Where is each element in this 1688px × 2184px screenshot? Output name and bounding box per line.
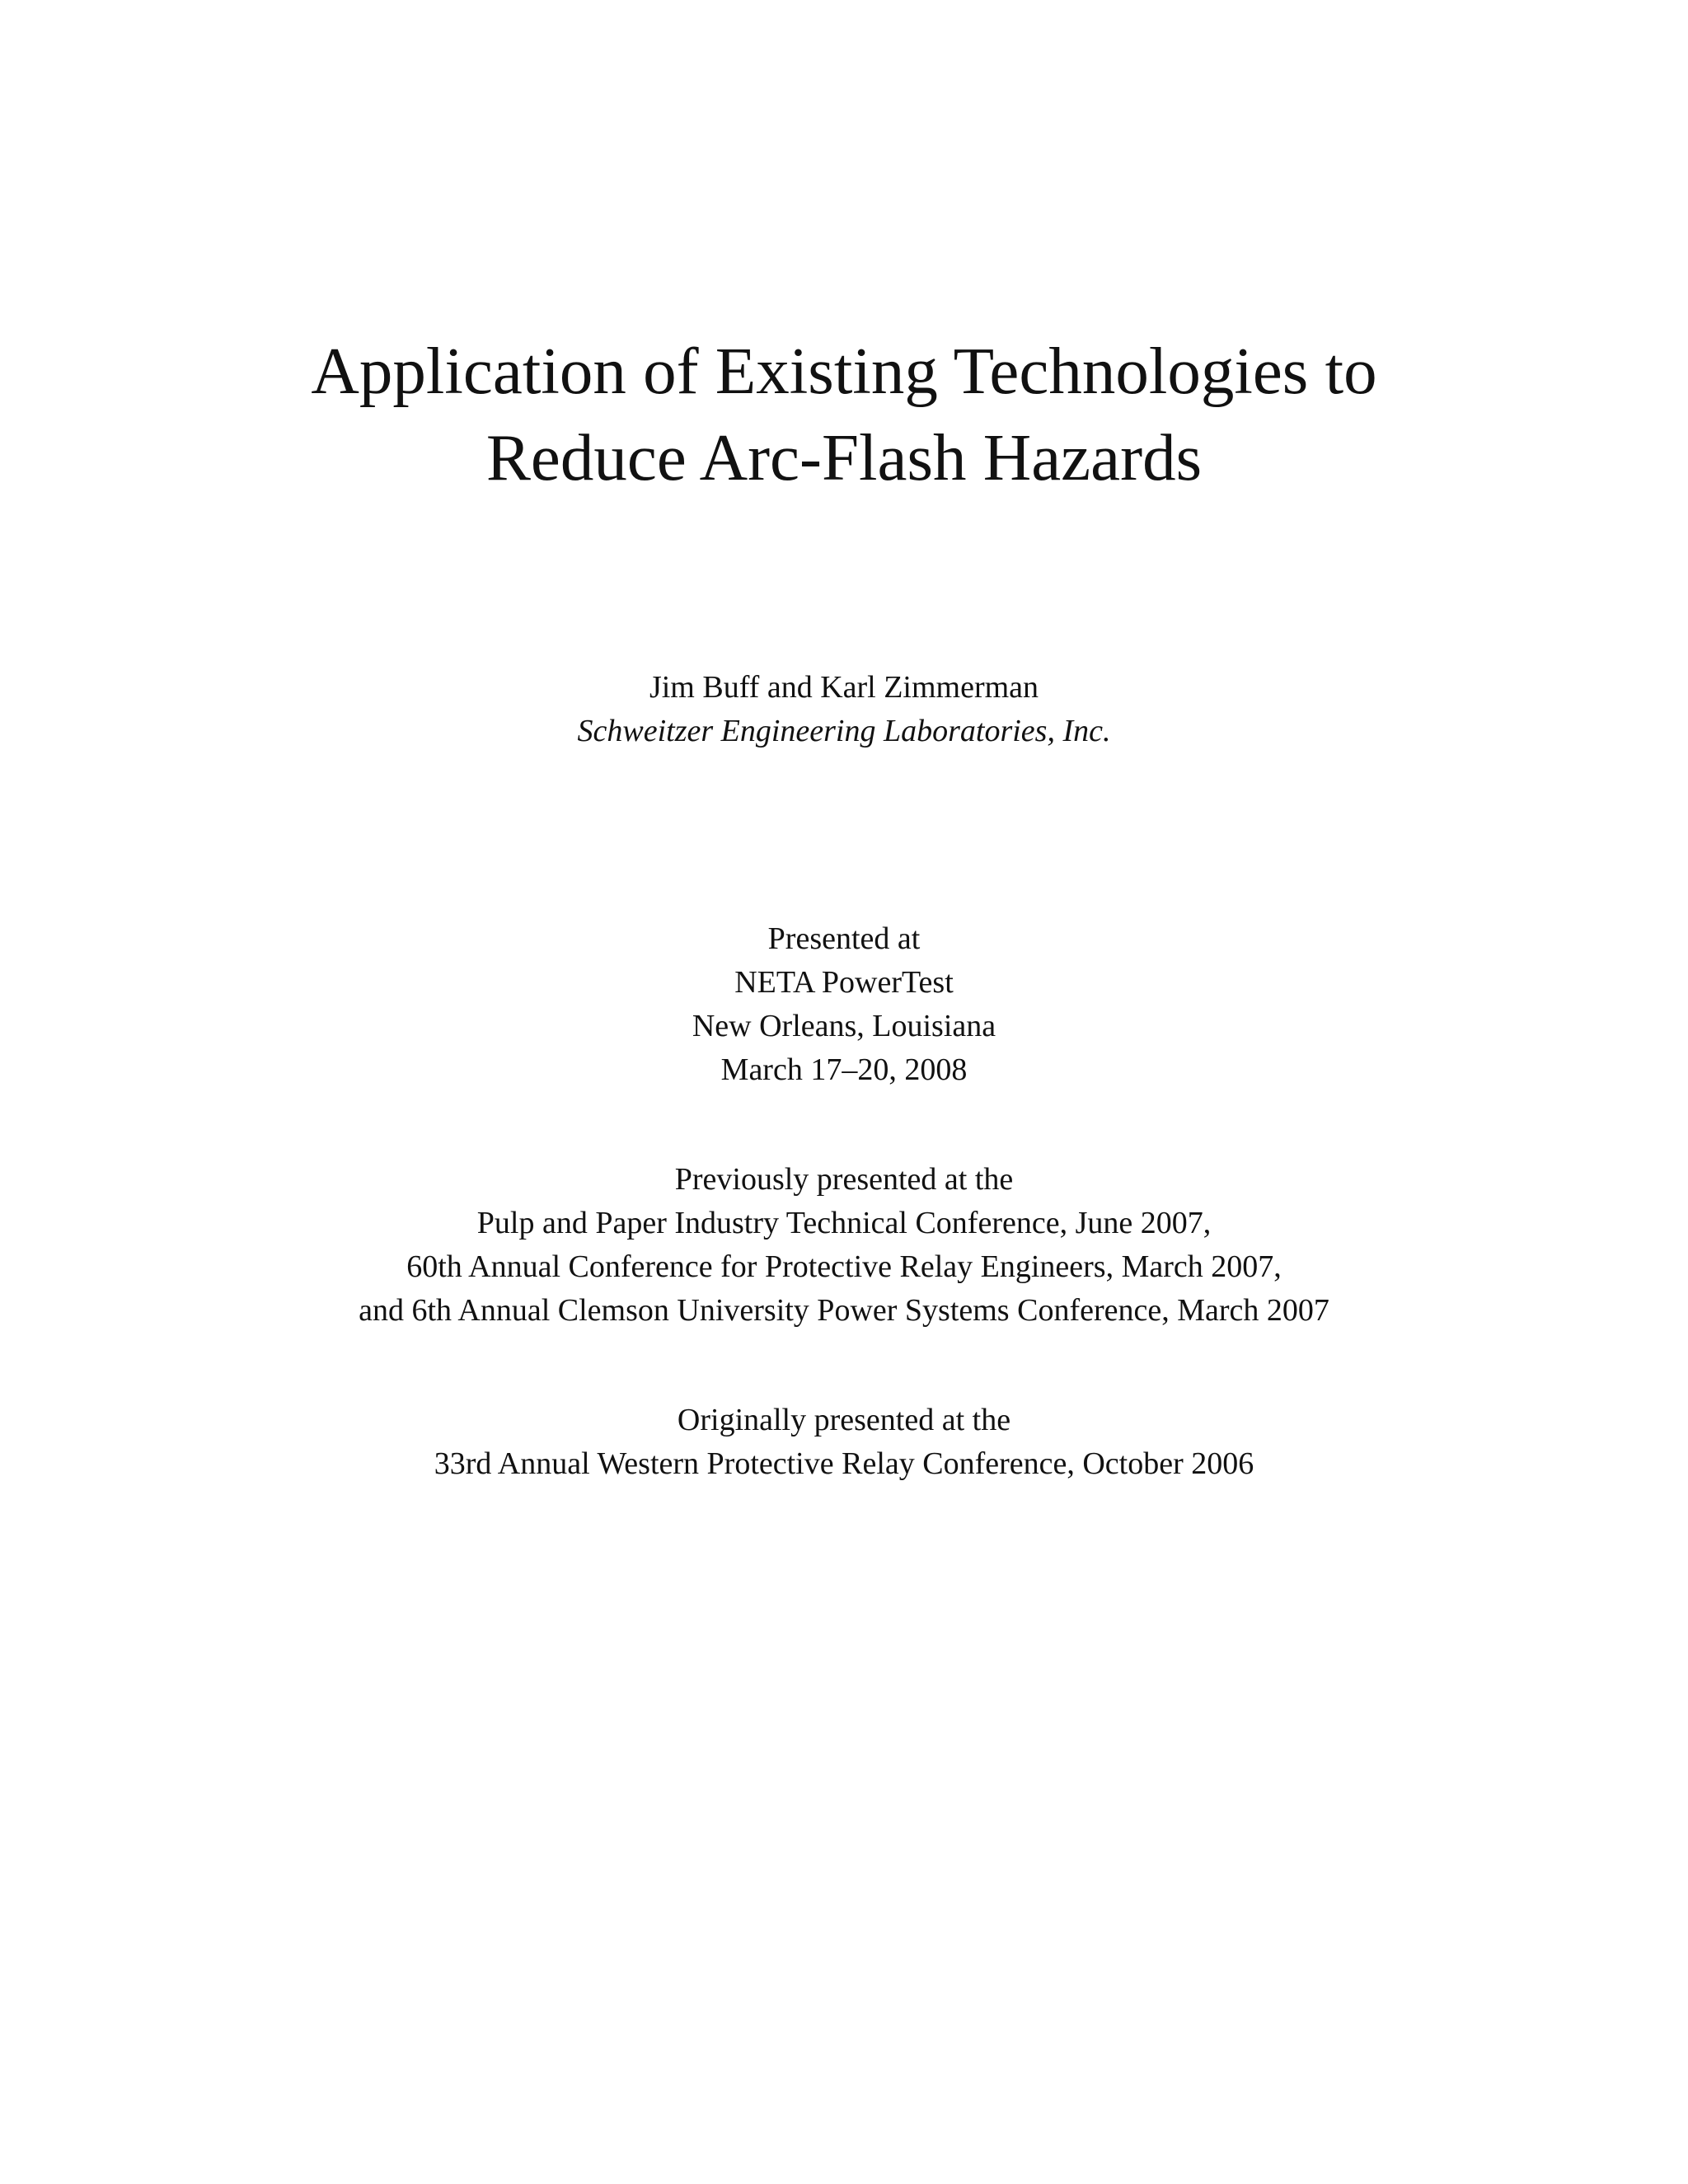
previously-presented-line: and 6th Annual Clemson University Power Systems Conference, March 2007 (359, 1293, 1329, 1328)
title-line: Reduce Arc-Flash Hazards (485, 420, 1203, 494)
author-names: Jim Buff and Karl Zimmerman (649, 670, 1039, 705)
originally-presented-block (0, 1399, 1688, 1486)
author-affiliation: Schweitzer Engineering Laboratories, Inc. (577, 714, 1111, 748)
previously-presented-line: Previously presented at the (674, 1162, 1014, 1197)
author-block (0, 666, 1688, 753)
paper-title (0, 328, 1688, 501)
previously-presented-line: Pulp and Paper Industry Technical Conference, June 2007, (476, 1206, 1212, 1240)
presented-at-block (0, 917, 1688, 1092)
previously-presented-line: 60th Annual Conference for Protective Relay Engineers, March 2007, (406, 1249, 1282, 1284)
presented-line: March 17–20, 2008 (720, 1052, 968, 1087)
previously-presented-block (0, 1158, 1688, 1333)
presented-line: Presented at (767, 921, 921, 956)
originally-presented-line: Originally presented at the (677, 1403, 1011, 1437)
title-line: Application of Existing Technologies to (311, 334, 1377, 408)
presented-line: NETA PowerTest (734, 965, 954, 1000)
originally-presented-line: 33rd Annual Western Protective Relay Conference, October 2006 (434, 1446, 1254, 1481)
presented-line: New Orleans, Louisiana (692, 1009, 996, 1043)
